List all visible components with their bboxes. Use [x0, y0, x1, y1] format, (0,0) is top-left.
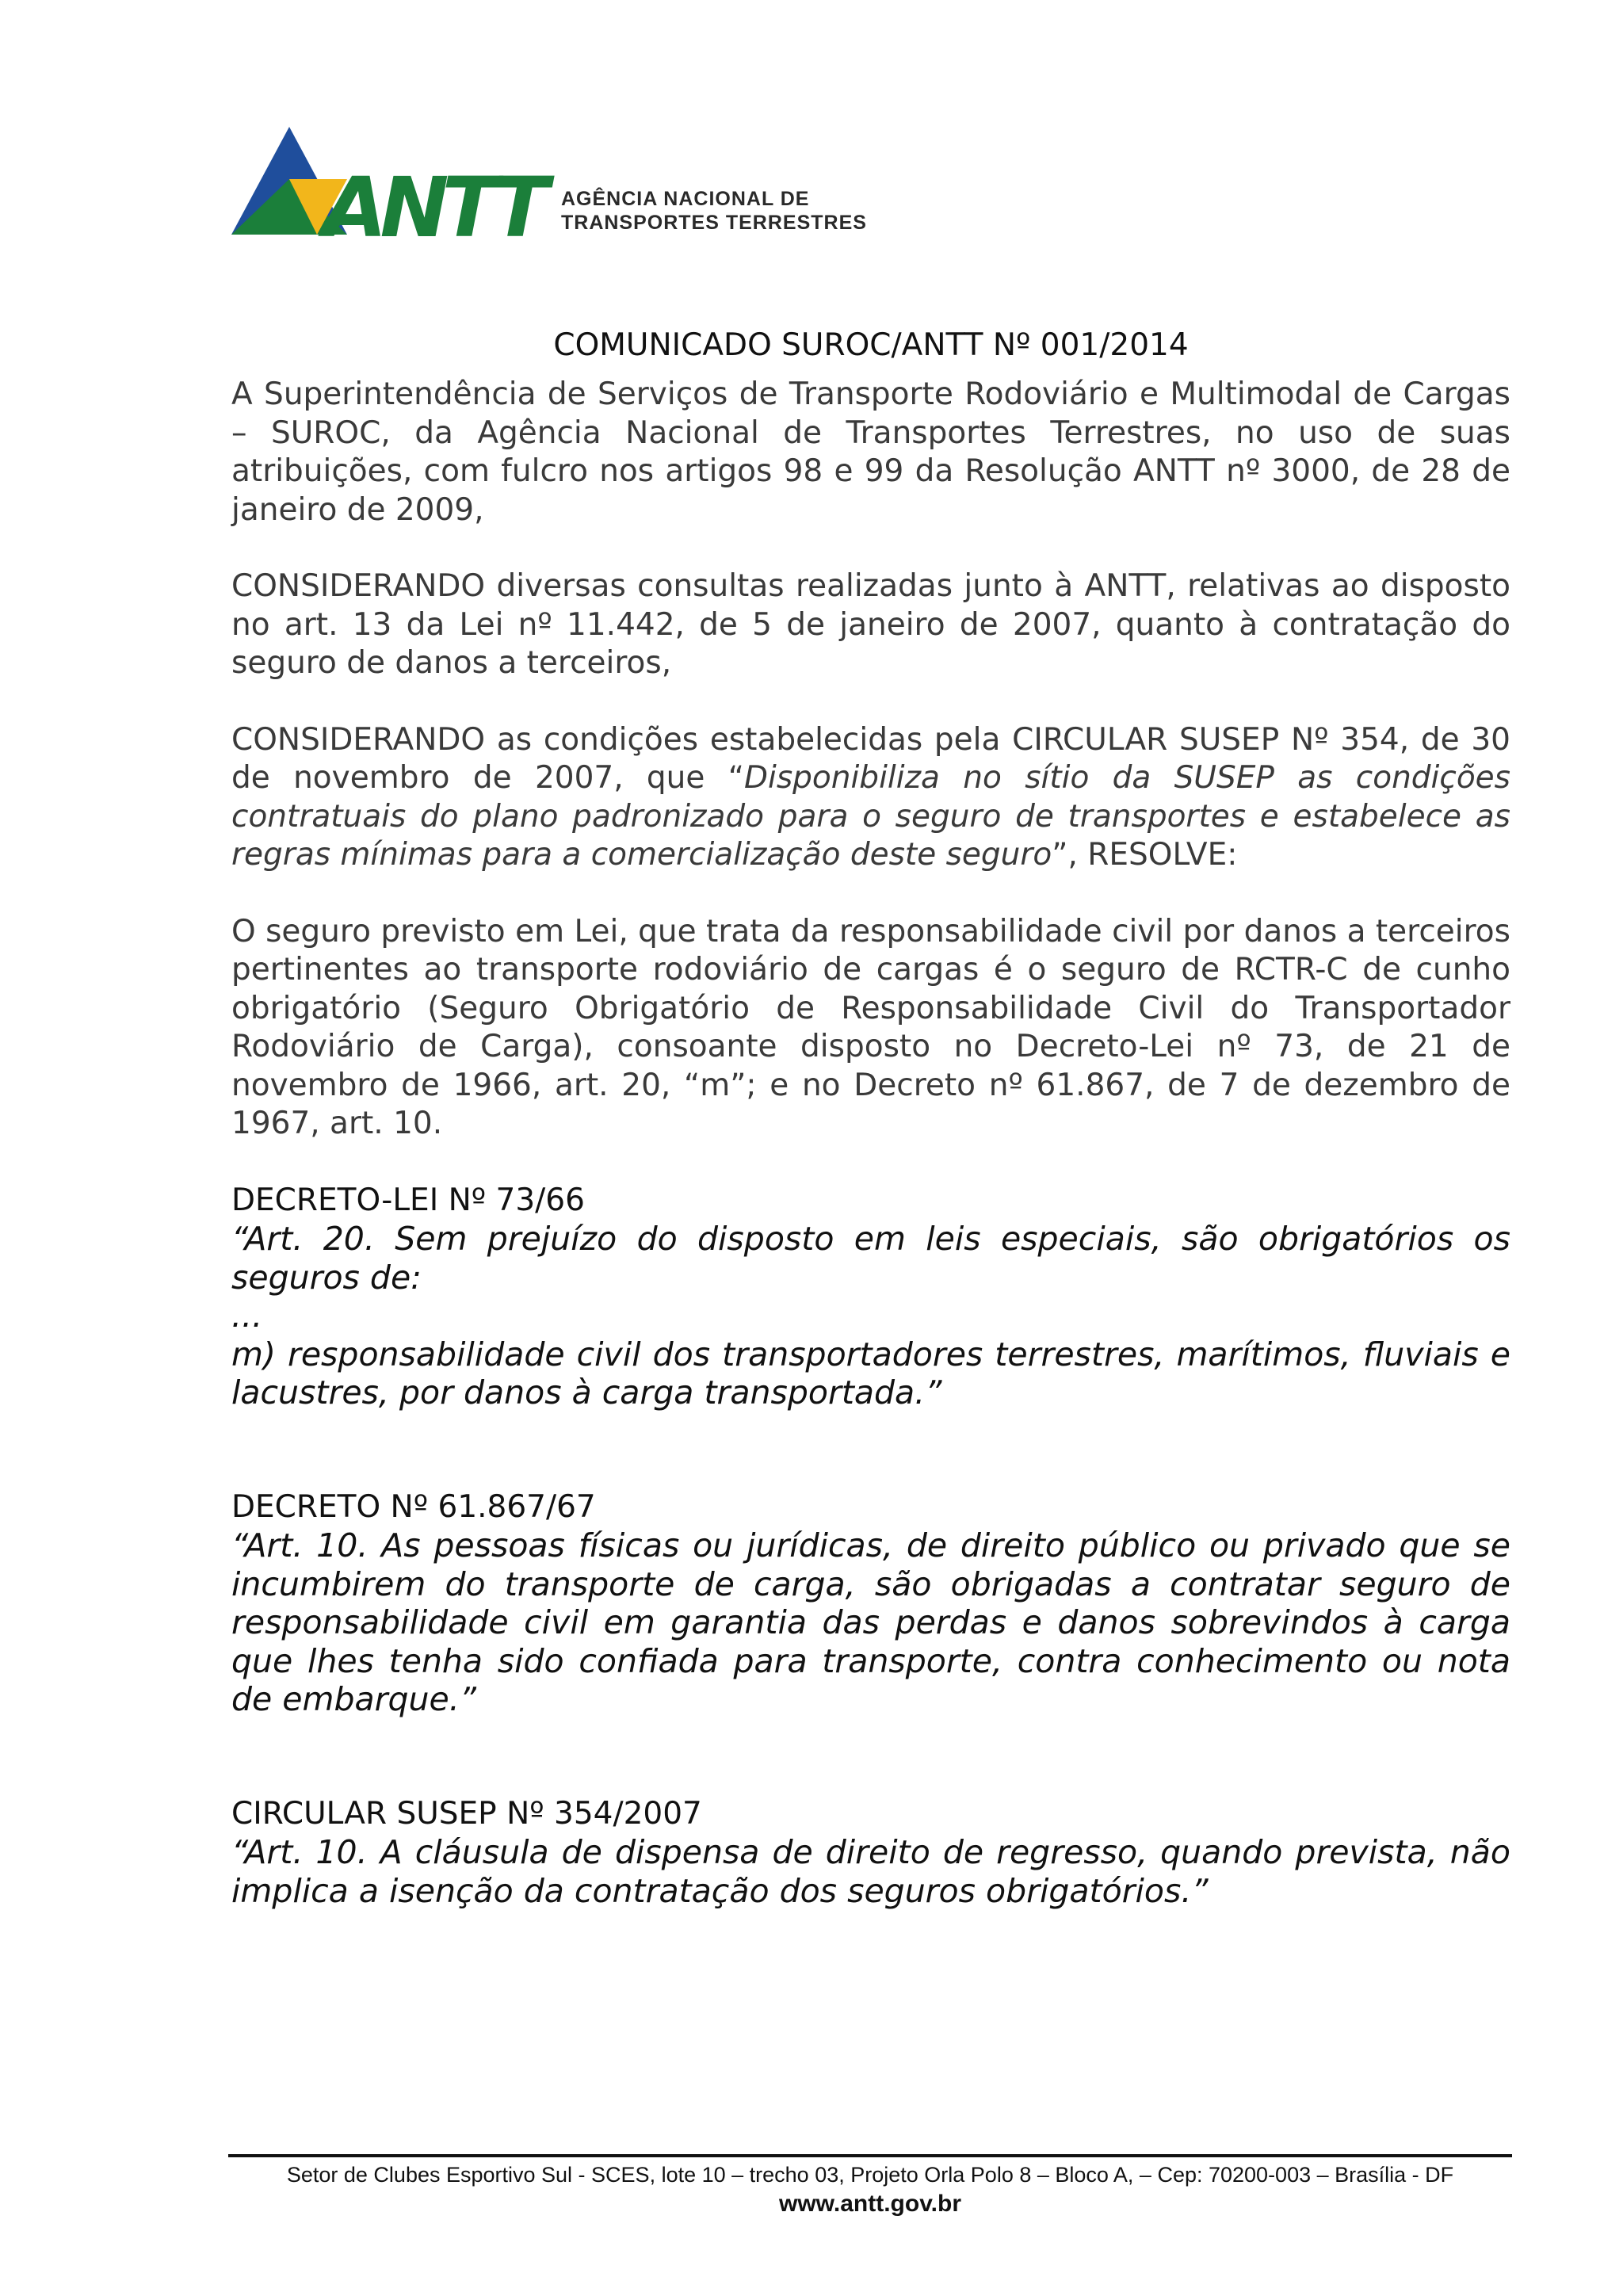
section-title-circular-susep: CIRCULAR SUSEP Nº 354/2007 [231, 1795, 702, 1832]
quote-decreto-lei-line-3: m) responsabilidade civil dos transportadores terrestres, marítimos, fluviais e lacustres, por danos à carga transportada.” [231, 1335, 1510, 1412]
considerando-2-suffix: ”, RESOLVE: [1052, 837, 1238, 873]
antt-logo [230, 125, 880, 256]
quote-decreto-lei-line-1: “Art. 20. Sem prejuízo do disposto em leis especiais, são obrigatórios os seguros de: [231, 1220, 1510, 1297]
paragraph-preamble: A Superintendência de Serviços de Transporte Rodoviário e Multimodal de Cargas – SUROC, da Agência Nacional de Transportes Terrestres, no uso de suas atribuições, com fulcro nos artigos 98 e 99 da Resolução ANTT nº 3000, de 28 de janeiro de 2009, [231, 376, 1510, 528]
logo-subtitle-line-2: TRANSPORTES TERRESTRES [561, 212, 867, 234]
section-title-decreto: DECRETO Nº 61.867/67 [231, 1488, 596, 1525]
paragraph-resolution: O seguro previsto em Lei, que trata da responsabilidade civil por danos a terceiros pertinentes ao transporte rodoviário de cargas é o seguro de RCTR-C de cunho obrigatório (Seguro Obrigatório de Responsabilidade Civil do Transportador Rodoviário de Carga), consoante disposto no Decreto-Lei nº 73, de 21 de novembro de 1966, art. 20, “m”; e no Decreto nº 61.867, de 7 de dezembro de 1967, art. 10. [231, 913, 1510, 1141]
quote-circular-susep: “Art. 10. A cláusula de dispensa de direito de regresso, quando prevista, não implica a isenção da contratação dos seguros obrigatórios.” [231, 1833, 1510, 1910]
considerando-2-prefix: CONSIDERANDO as condições estabelecidas pela CIRCULAR SUSEP Nº 354, de 30 de novembro de 2007, que “ [231, 721, 1510, 796]
quote-decreto-lei-ellipsis: ... [231, 1297, 263, 1335]
footer-website-link[interactable]: www.antt.gov.br [779, 2191, 961, 2217]
document-body [231, 322, 1510, 1910]
footer-address: Setor de Clubes Esportivo Sul - SCES, lote 10 – trecho 03, Projeto Orla Polo 8 – Bloco A, – Cep: 70200-003 – Brasília - DF [286, 2163, 1454, 2187]
paragraph-considerando-2 [231, 721, 1510, 875]
logo-subtitle-line-1: AGÊNCIA NACIONAL DE [561, 188, 810, 210]
considerando-2-quote: Disponibiliza no sítio da SUSEP as condições contratuais do plano padronizado para o seguro de transportes e estabelece as regras mínimas para a comercialização deste seguro [231, 760, 1510, 873]
footer-divider [228, 2154, 1512, 2157]
document-title: COMUNICADO SUROC/ANTT Nº 001/2014 [553, 327, 1189, 363]
logo-subtitle [561, 187, 867, 235]
paragraph-considerando-1: CONSIDERANDO diversas consultas realizadas junto à ANTT, relativas ao disposto no art. 13 da Lei nº 11.442, de 5 de janeiro de 2007, quanto à contratação do seguro de danos a terceiros, [231, 568, 1510, 681]
logo-wordmark: ANTT [323, 159, 542, 256]
section-title-decreto-lei: DECRETO-LEI Nº 73/66 [231, 1182, 585, 1218]
quote-decreto: “Art. 10. As pessoas físicas ou jurídicas, de direito público ou privado que se incumbirem do transporte de carga, são obrigadas a contratar seguro de responsabilidade civil em garantia das perdas e danos sobrevindos à carga que lhes tenha sido confiada para transporte, contra conhecimento ou nota de embarque.” [231, 1526, 1510, 1718]
